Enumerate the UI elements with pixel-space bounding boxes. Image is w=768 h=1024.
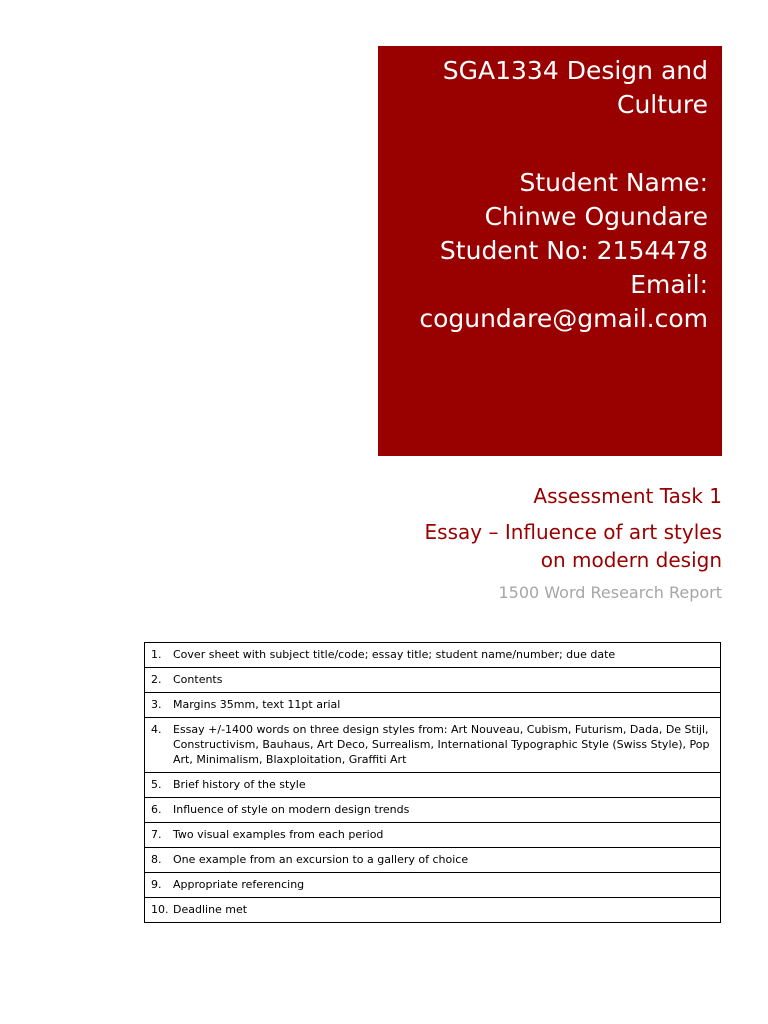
student-name: Chinwe Ogundare (484, 202, 708, 231)
item-text: Two visual examples from each period (173, 828, 384, 841)
table-row (145, 668, 721, 693)
item-text: Essay +/-1400 words on three design styles from: Art Nouveau, Cubism, Futurism, Dada, De Stijl, Constructivism, Bauhaus, Art Deco, Surrealism, International Typographic Style (Swiss Style), Pop Art, Minimalism, Blaxploitation, Graffiti Art (173, 723, 710, 766)
item-text: Contents (173, 673, 223, 686)
item-text: Cover sheet with subject title/code; essay title; student name/number; due date (173, 648, 616, 661)
student-number: Student No: 2154478 (439, 236, 708, 265)
item-number: 1. (151, 648, 162, 661)
table-row (145, 848, 721, 873)
table-row (145, 718, 721, 773)
item-text: Brief history of the style (173, 778, 306, 791)
item-number: 9. (151, 878, 162, 891)
item-number: 4. (151, 723, 162, 736)
course-title-line1: SGA1334 Design and (442, 56, 708, 85)
course-title-line2: Culture (616, 90, 708, 119)
table-row (145, 898, 721, 923)
checklist-cell (145, 643, 721, 668)
assessment-task-title: Assessment Task 1 (533, 484, 722, 508)
table-row (145, 823, 721, 848)
email-label: Email: (630, 270, 708, 299)
item-number: 2. (151, 673, 162, 686)
checklist-cell (145, 848, 721, 873)
checklist-cell (145, 873, 721, 898)
table-row (145, 693, 721, 718)
email-address: cogundare@gmail.com (419, 304, 708, 333)
table-row (145, 873, 721, 898)
requirements-checklist (144, 642, 721, 923)
essay-title-line1: Essay – Influence of art styles (424, 520, 722, 544)
checklist-cell (145, 773, 721, 798)
item-text: Deadline met (173, 903, 248, 916)
cover-info-box (378, 46, 722, 456)
checklist-cell (145, 693, 721, 718)
checklist-cell (145, 798, 721, 823)
cover-spacer (378, 122, 708, 166)
item-text: Margins 35mm, text 11pt arial (173, 698, 341, 711)
item-number: 6. (151, 803, 162, 816)
report-subtitle: 1500 Word Research Report (498, 583, 722, 602)
item-text: Appropriate referencing (173, 878, 305, 891)
item-number: 10. (151, 903, 169, 916)
student-name-label: Student Name: (519, 168, 708, 197)
essay-title-line2: on modern design (540, 548, 722, 572)
item-number: 8. (151, 853, 162, 866)
item-text: One example from an excursion to a gallery of choice (173, 853, 469, 866)
item-number: 3. (151, 698, 162, 711)
table-row (145, 773, 721, 798)
item-text: Influence of style on modern design trends (173, 803, 410, 816)
item-number: 7. (151, 828, 162, 841)
table-row (145, 643, 721, 668)
checklist-cell (145, 823, 721, 848)
table-row (145, 798, 721, 823)
checklist-cell (145, 898, 721, 923)
checklist-cell (145, 668, 721, 693)
item-number: 5. (151, 778, 162, 791)
assessment-heading (362, 480, 722, 604)
checklist-cell (145, 718, 721, 773)
